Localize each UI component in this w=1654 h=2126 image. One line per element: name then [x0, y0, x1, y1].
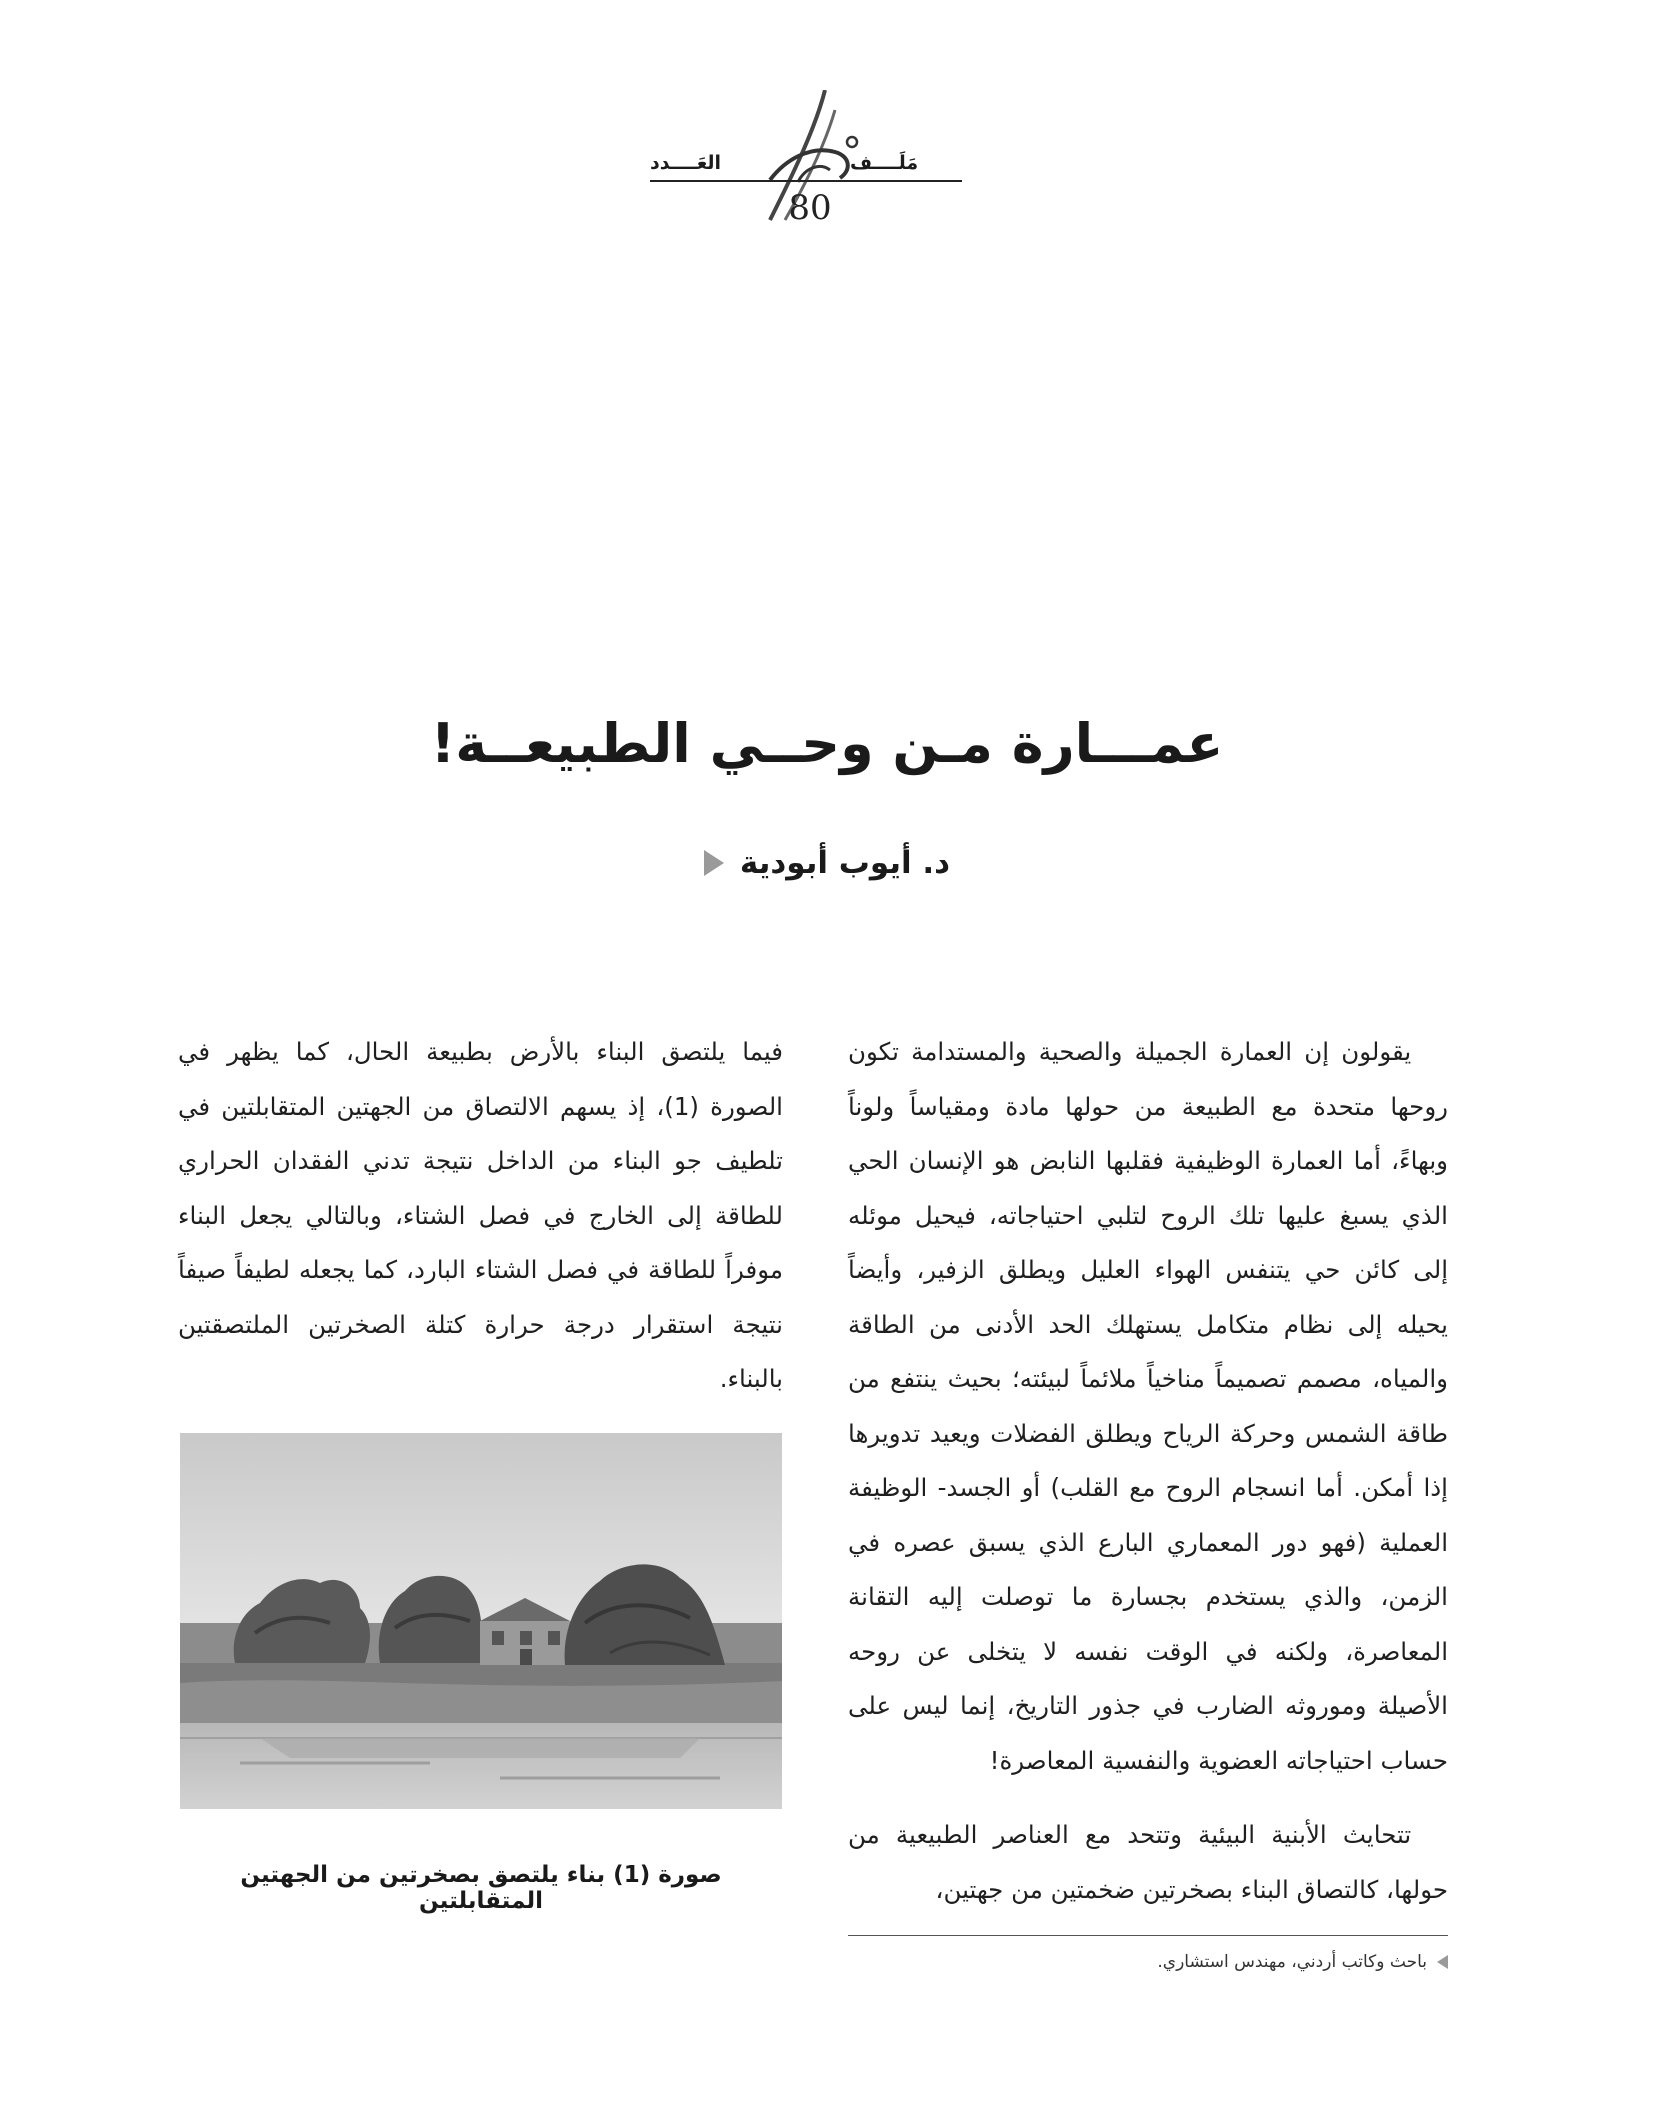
paragraph: فيما يلتصق البناء بالأرض بطبيعة الحال، كما يظهر في الصورة (1)، إذ يسهم الالتصاق من الجهتين المتقابلتين في تلطيف جو البناء من الداخل نتيجة تدني الفقدان الحراري للطاقة إلى الخارج في فصل الشتاء، وبالتالي يجعل البناء موفراً للطاقة في فصل الشتاء البارد، كما يجعله لطيفاً صيفاً نتيجة استقرار درجة حرارة كتلة الصخرتين الملتصقتين بالبناء.: [178, 1037, 783, 1393]
article-title: عمـــارة مـن وحــي الطبيعــة!: [430, 712, 1224, 775]
page-number: 80: [788, 188, 832, 228]
footnote: [848, 1952, 1448, 1972]
author-line: [0, 845, 1654, 881]
figure-photo: [180, 1433, 782, 1809]
paragraph: يقولون إن العمارة الجميلة والصحية والمستدامة تكون روحها متحدة مع الطبيعة من حولها مادة ومقياساً ولوناً وبهاءً، أما العمارة الوظيفية فقلبها النابض هو الإنسان الحي الذي يسبغ عليها تلك الروح لتلبي احتياجاته، فيحيل موئله إلى كائن حي يتنفس الهواء العليل ويطلق الزفير، وأيضاً يحيله إلى نظام متكامل يستهلك الحد الأدنى من الطاقة والمياه، مصمم تصميماً مناخياً ملائماً لبيئته؛ بحيث ينتفع من طاقة الشمس وحركة الرياح ويطلق الفضلات ويعيد تدويرها إذا أمكن. أما انسجام الروح مع القلب) أو الجسد- الوظيفة العملية (فهو دور المعماري البارع الذي يسبق عصره في الزمن، والذي يستخدم بجسارة ما توصلت إليه التقانة المعاصرة، ولكنه في الوقت نفسه لا يتخلى عن روحه الأصيلة وموروثه الضارب في جذور التاريخ، إنما ليس على حساب احتياجاته العضوية والنفسية المعاصرة!: [848, 1037, 1448, 1775]
triangle-marker-icon: [1437, 1955, 1448, 1969]
header-section-label: مَلَــــف: [850, 152, 919, 174]
footnote-divider: [848, 1935, 1448, 1936]
author-name: د. أيوب أبودية: [739, 845, 951, 881]
house-between-rocks-image: [180, 1433, 782, 1809]
header-issue-label: العَــــدد: [650, 152, 722, 174]
header-divider: [650, 180, 962, 182]
figure-caption: صورة (1) بناء يلتصق بصخرتين من الجهتين المتقابلتين: [240, 1862, 722, 1914]
footnote-text: باحث وكاتب أردني، مهندس استشاري.: [1157, 1952, 1427, 1972]
paragraph: تتحايث الأبنية البيئية وتتحد مع العناصر الطبيعية من حولها، كالتصاق البناء بصخرتين ضخمتين من جهتين،: [848, 1820, 1448, 1904]
page-header: [620, 90, 1000, 240]
article-column-left: [178, 1025, 783, 1407]
article-column-right: [848, 1025, 1448, 1917]
triangle-marker-icon: [704, 850, 724, 876]
